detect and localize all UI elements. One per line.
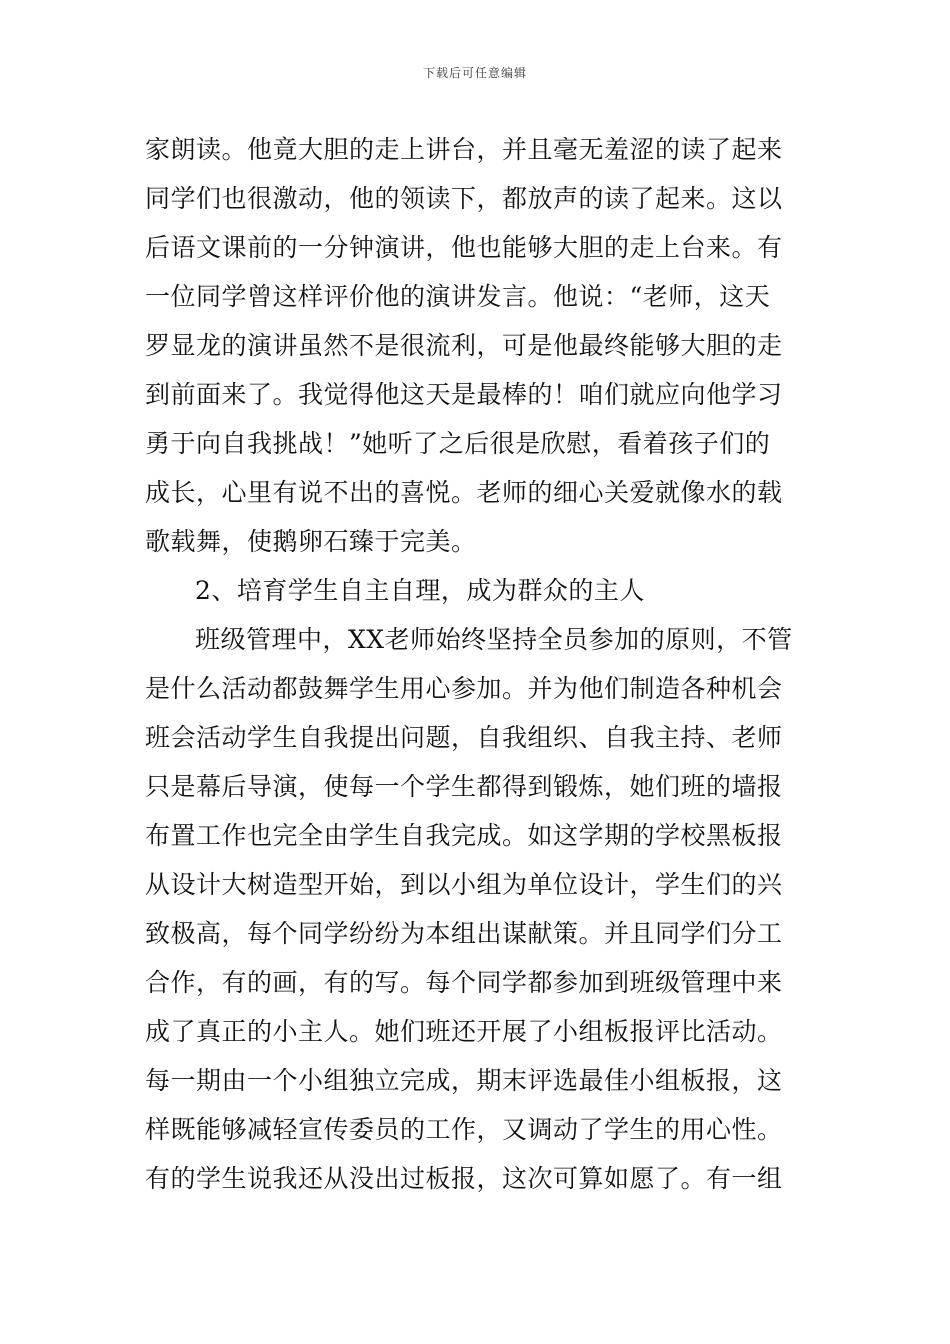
- text-line: 样既能够减轻宣传委员的工作，又调动了学生的用心性。: [145, 1115, 783, 1144]
- text-line: 致极高，每个同学纷纷为本组出谋献策。并且同学们分工: [145, 919, 783, 948]
- text-line: 家朗读。他竟大胆的走上讲台，并且毫无羞涩的读了起来: [145, 135, 783, 164]
- text-line: 每一期由一个小组独立完成，期末评选最佳小组板报，这: [145, 1066, 783, 1095]
- text-line: 有的学生说我还从没出过板报，这次可算如愿了。有一组: [145, 1164, 783, 1193]
- text-line: 罗显龙的演讲虽然不是很流利，可是他最终能够大胆的走: [145, 331, 783, 360]
- text-line: 后语文课前的一分钟演讲，他也能够大胆的走上台来。有: [145, 233, 783, 262]
- section-heading: 2、培育学生自主自理，成为群众的主人: [195, 576, 645, 605]
- text-line: 只是幕后导演，使每一个学生都得到锻炼，她们班的墙报: [145, 772, 783, 801]
- text-line: 成了真正的小主人。她们班还开展了小组板报评比活动。: [145, 1017, 783, 1046]
- text-line: 班级管理中，XX老师始终坚持全员参加的原则，不管: [195, 625, 793, 654]
- text-line: 歌载舞，使鹅卵石臻于完美。: [145, 527, 477, 556]
- text-line: 从设计大树造型开始，到以小组为单位设计，学生们的兴: [145, 870, 783, 899]
- text-line: 班会活动学生自我提出问题，自我组织、自我主持、老师: [145, 723, 783, 752]
- text-line: 是什么活动都鼓舞学生用心参加。并为他们制造各种机会: [145, 674, 783, 703]
- text-line: 成长，心里有说不出的喜悦。老师的细心关爱就像水的载: [145, 478, 783, 507]
- text-line: 布置工作也完全由学生自我完成。如这学期的学校黑板报: [145, 821, 783, 850]
- text-line: 一位同学曾这样评价他的演讲发言。他说：“老师，这天: [145, 282, 771, 311]
- text-line: 到前面来了。我觉得他这天是最棒的！咱们就应向他学习: [145, 380, 783, 409]
- document-body: [145, 125, 810, 1203]
- text-line: 勇于向自我挑战！”她听了之后很是欣慰，看着孩子们的: [145, 429, 771, 458]
- page-header: 下载后可任意编辑: [422, 66, 527, 80]
- text-line: 同学们也很激动，他的领读下，都放声的读了起来。这以: [145, 184, 783, 213]
- text-line: 合作，有的画，有的写。每个同学都参加到班级管理中来: [145, 968, 783, 997]
